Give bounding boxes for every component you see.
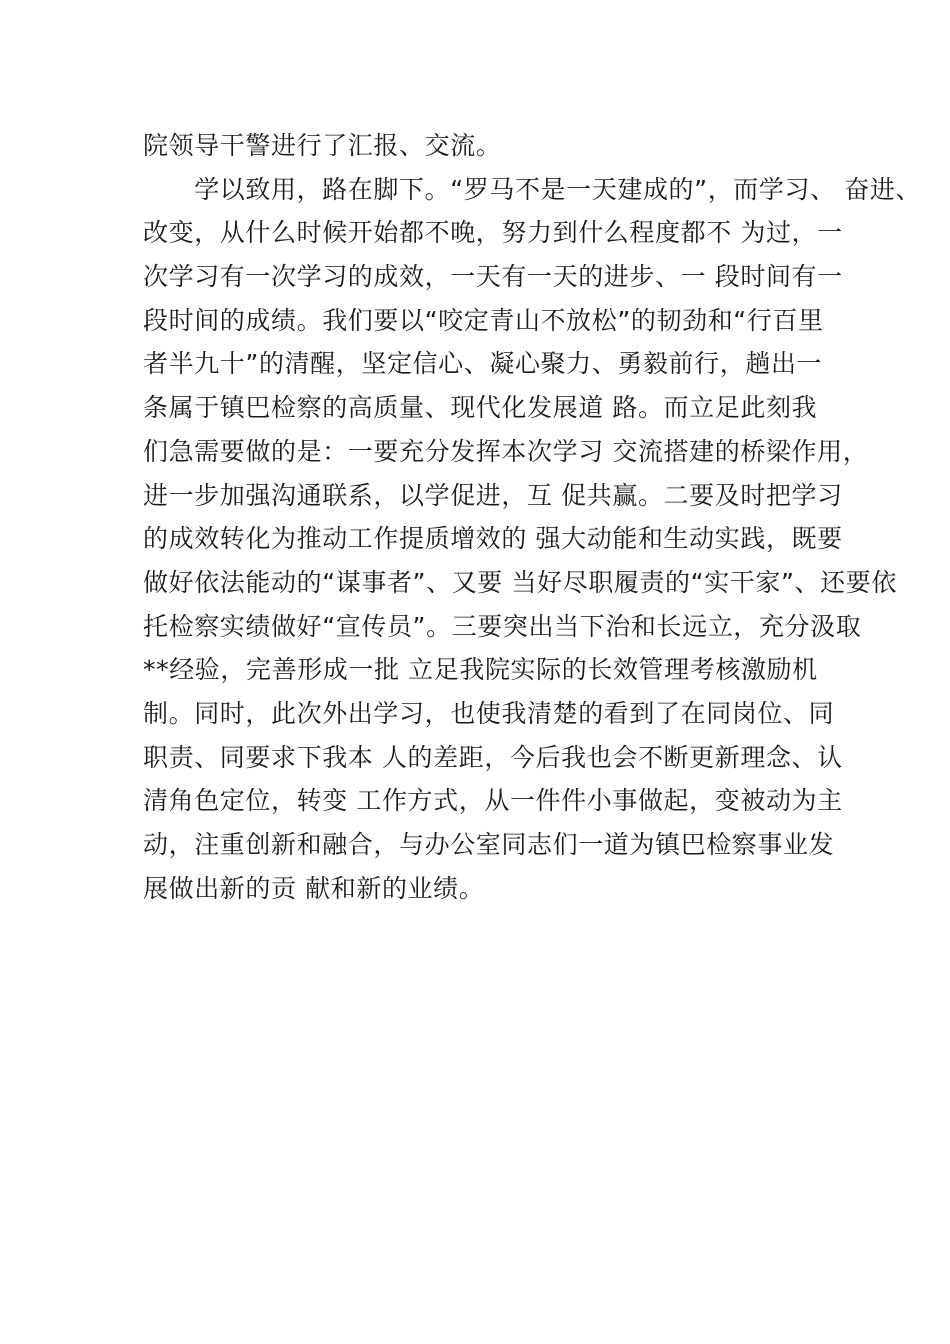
text-line: 进一步加强沟通联系，以学促进，互 促共赢。二要及时把学习 [143, 480, 843, 510]
text-line: 们急需要做的是：一要充分发挥本次学习 交流搭建的桥梁作用， [143, 436, 869, 466]
text-line: 托检察实绩做好“宣传员”。三要突出当下治和长远立，充分汲取 [143, 611, 862, 641]
text-line: 清角色定位，转变 工作方式，从一件件小事做起，变被动为主 [143, 786, 843, 816]
text-line: **经验，完善形成一批 立足我院实际的长效管理考核激励机 [143, 655, 818, 685]
text-line: 学以致用，路在脚下。“罗马不是一天建成的”，而学习、 奋进、 [143, 174, 922, 204]
text-line: 条属于镇巴检察的高质量、现代化发展道 路。而立足此刻我 [143, 393, 818, 423]
body-text [143, 124, 922, 910]
text-line: 改变，从什么时候开始都不晚，努力到什么程度都不 为过，一 [143, 218, 843, 248]
text-line: 展做出新的贡 献和新的业绩。 [143, 873, 485, 903]
text-line: 者半九十”的清醒，坚定信心、凝心聚力、勇毅前行，趟出一 [143, 349, 823, 379]
text-line: 段时间的成绩。我们要以“咬定青山不放松”的韧劲和“行百里 [143, 305, 824, 335]
text-line: 制。同时，此次外出学习，也使我清楚的看到了在同岗位、同 [143, 698, 835, 728]
text-line: 职责、同要求下我本 人的差距，今后我也会不断更新理念、认 [143, 742, 843, 772]
text-line: 次学习有一次学习的成效，一天有一天的进步、一 段时间有一 [143, 262, 843, 292]
text-line: 做好依法能动的“谋事者”、又要 当好尽职履责的“实干家”、还要依 [143, 567, 897, 597]
text-line: 的成效转化为推动工作提质增效的 强大动能和生动实践，既要 [143, 524, 843, 554]
text-line: 动，注重创新和融合，与办公室同志们一道为镇巴检察事业发 [143, 830, 835, 859]
text-line: 院领导干警进行了汇报、交流。 [143, 131, 502, 160]
